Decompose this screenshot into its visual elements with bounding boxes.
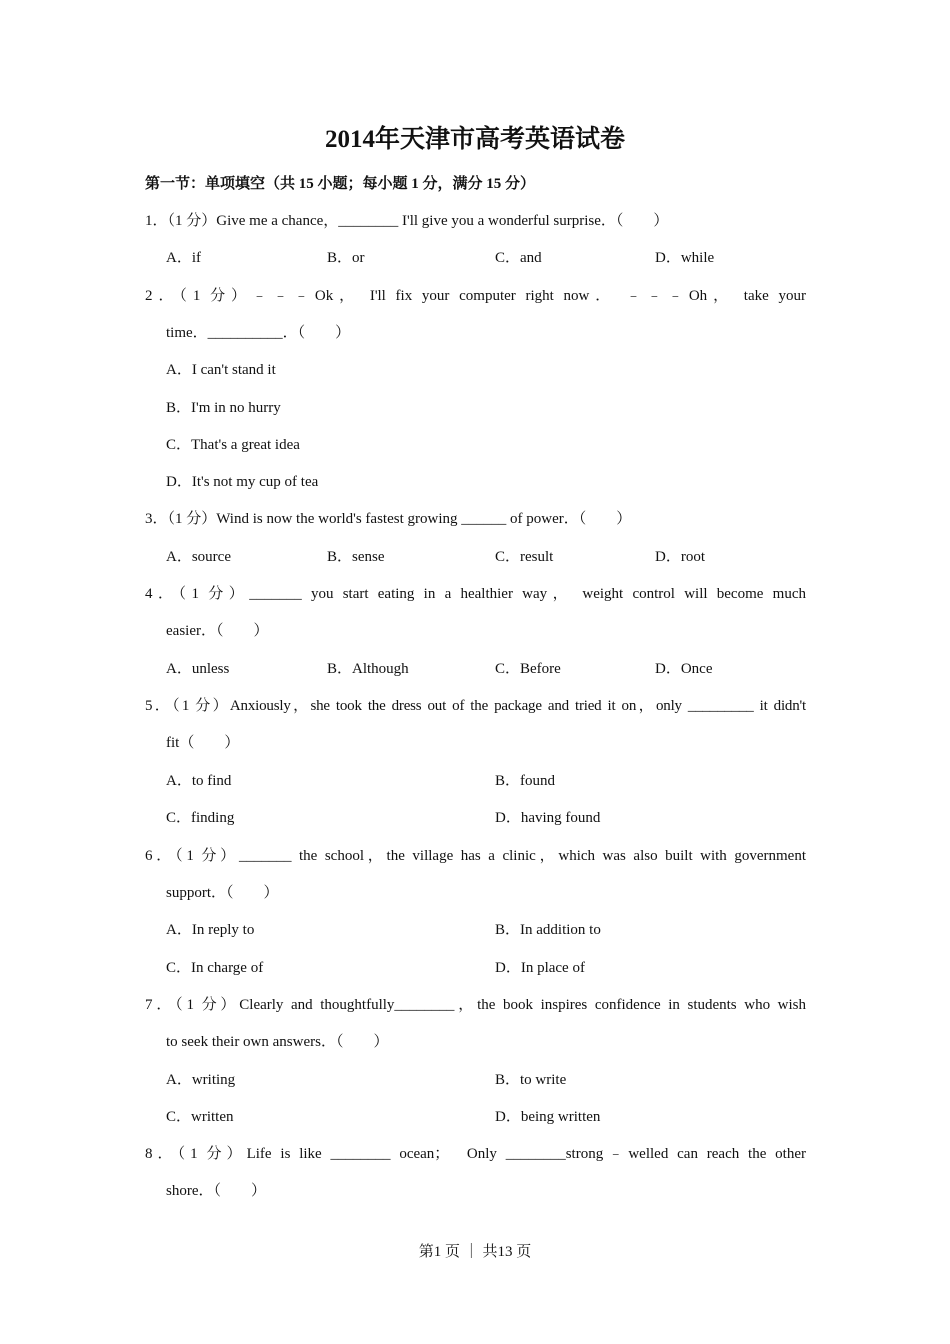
question-6-stem-cont: support．（ ） [166,885,279,901]
question-1-option-a: A．if [166,250,201,266]
question-3-stem: 3．（1 分）Wind is now the world's fastest growing ______ of power．（ ） [145,511,632,527]
question-4-stem: 4．（1 分）_______ you start eating in a healthier way， weight control will become much [145,586,806,602]
question-4-option-a: A．unless [166,661,230,677]
question-1-option-c: C．and [495,250,542,266]
question-4-option-c: C．Before [495,661,561,677]
question-2-option-b: B．I'm in no hurry [166,400,281,416]
question-2-option-d: D．It's not my cup of tea [166,474,319,490]
question-7-option-a: A．writing [166,1072,236,1088]
question-7-stem: 7．（1 分）Clearly and thoughtfully________，the book inspires confidence in students who wish [145,997,806,1013]
question-4-option-b: B．Although [327,661,409,677]
question-6-option-c: C．In charge of [166,960,264,976]
question-7-option-c: C．written [166,1109,234,1125]
page-footer: 第1 页 ｜ 共13 页 [418,1244,532,1260]
section-header: 第一节：单项填空（共 15 小题；每小题 1 分，满分 15 分） [145,176,536,192]
question-6-option-b: B．In addition to [495,922,601,938]
question-6-option-d: D．In place of [495,960,585,976]
question-7-stem-cont: to seek their own answers．（ ） [166,1034,389,1050]
question-2-stem: 2．（1 分）﹣﹣﹣Ok， I'll fix your computer right now． ﹣﹣﹣Oh， take your [145,288,806,304]
question-2-stem-cont: time．__________．（ ） [166,325,351,341]
question-6-option-a: A．In reply to [166,922,255,938]
question-5-stem-cont: fit（ ） [166,735,240,751]
page-title: 2014年天津市高考英语试卷 [324,126,625,153]
question-4-option-d: D．Once [655,661,713,677]
question-4-stem-cont: easier．（ ） [166,623,269,639]
question-3-option-c: C．result [495,549,554,565]
question-1-option-d: D．while [655,250,715,266]
question-5-stem: 5．（1 分）Anxiously，she took the dress out of the package and tried it on，only _________ it didn't [145,698,806,714]
question-6-stem: 6．（1 分）_______ the school，the village has a clinic，which was also built with government [145,848,806,864]
question-3-option-d: D．root [655,549,705,565]
question-5-option-d: D．having found [495,810,601,826]
question-8-stem-cont: shore．（ ） [166,1183,266,1199]
question-8-stem: 8．（1 分）Life is like ________ ocean； Only ________strong﹣welled can reach the other [145,1146,806,1162]
question-1-option-b: B．or [327,250,365,266]
question-7-option-d: D．being written [495,1109,601,1125]
question-2-option-c: C．That's a great idea [166,437,300,453]
question-1-stem: 1．（1 分）Give me a chance，________ I'll give you a wonderful surprise．（ ） [145,213,669,229]
question-2-option-a: A．I can't stand it [166,362,276,378]
question-5-option-a: A．to find [166,773,232,789]
question-3-option-a: A．source [166,549,231,565]
question-3-option-b: B．sense [327,549,385,565]
question-5-option-c: C．finding [166,810,235,826]
question-5-option-b: B．found [495,773,556,789]
question-7-option-b: B．to write [495,1072,567,1088]
